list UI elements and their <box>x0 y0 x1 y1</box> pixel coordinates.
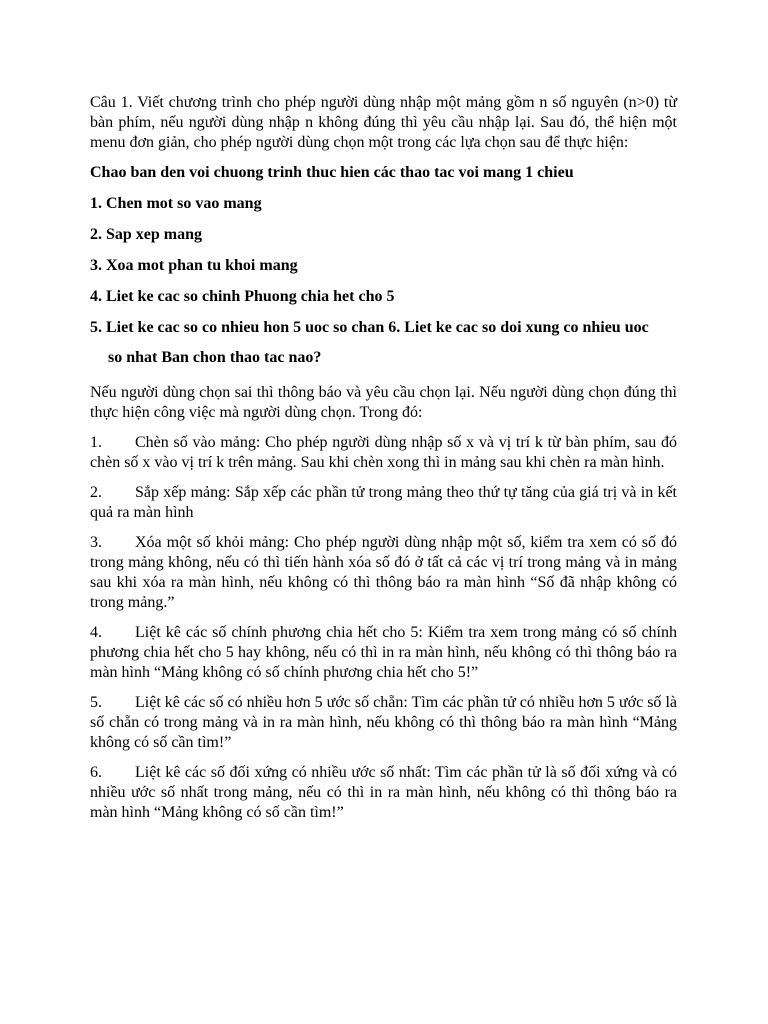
after-menu-text: Nếu người dùng chọn sai thì thông báo và yêu cầu chọn lại. Nếu người dùng chọn đúng thì thực hiện công việc mà người dùng chọn. Trong đó: <box>90 384 677 421</box>
menu-block <box>90 163 677 373</box>
detail-item <box>90 763 677 823</box>
detail-text: Liệt kê các số có nhiều hơn 5 ước số chẵn: Tìm các phần tử có nhiều hơn 5 ước số là số chẵn có trong mảng và in ra màn hình, nếu không có thì thông báo ra màn hình “Mảng không có số cần tìm!” <box>90 694 677 751</box>
menu-item-square-numbers: 4. Liet ke cac so chinh Phuong chia het cho 5 <box>90 288 395 305</box>
detail-number: 1. <box>90 434 102 451</box>
menu-item-last <box>90 313 677 373</box>
menu-item-last-line-1: 5. Liet ke cac so co nhieu hon 5 uoc so chan 6. Liet ke cac so doi xung co nhieu uoc <box>90 319 649 336</box>
detail-item <box>90 693 677 753</box>
question-intro: Câu 1. Viết chương trình cho phép người dùng nhập một mảng gồm n số nguyên (n>0) từ bàn phím, nếu người dùng nhập n không đúng thì yêu cầu nhập lại. Sau đó, thể hiện một menu đơn giản, cho phép người dùng chọn một trong các lựa chọn sau để thực hiện: <box>90 94 677 151</box>
menu-item-sort: 2. Sap xep mang <box>90 226 203 243</box>
menu-item-last-line-2: so nhat Ban chon thao tac nao? <box>108 349 322 366</box>
detail-item <box>90 433 677 473</box>
detail-text: Liệt kê các số đối xứng có nhiều ước số nhất: Tìm các phần tử là số đối xứng và có nhiều ước số nhất trong mảng, nếu có thì in ra màn hình, nếu không có thì thông báo ra màn hình “Mảng không có số cần tìm!” <box>90 764 677 821</box>
menu-title: Chao ban den voi chuong trinh thuc hien các thao tac voi mang 1 chieu <box>90 164 574 181</box>
detail-number: 5. <box>90 694 102 711</box>
detail-item <box>90 533 677 613</box>
detail-number: 2. <box>90 484 102 501</box>
detail-text: Liệt kê các số chính phương chia hết cho 5: Kiểm tra xem trong mảng có số chính phương chia hết cho 5 hay không, nếu có thì in ra màn hình, nếu không có thì thông báo ra màn hình “Mảng không có số chính phương chia hết cho 5!” <box>90 624 677 681</box>
detail-number: 3. <box>90 534 102 551</box>
detail-text: Chèn số vào mảng: Cho phép người dùng nhập số x và vị trí k từ bàn phím, sau đó chèn số x vào vị trí k trên mảng. Sau khi chèn xong thì in mảng sau khi chèn ra màn hình. <box>90 434 677 471</box>
detail-number: 4. <box>90 624 102 641</box>
detail-number: 6. <box>90 764 102 781</box>
detail-item <box>90 623 677 683</box>
menu-item-delete: 3. Xoa mot phan tu khoi mang <box>90 257 298 274</box>
detail-text: Sắp xếp mảng: Sắp xếp các phần tử trong mảng theo thứ tự tăng của giá trị và in kết quả ra màn hình <box>90 484 677 521</box>
detail-list <box>90 433 677 823</box>
detail-item <box>90 483 677 523</box>
document-page <box>90 93 677 833</box>
menu-item-insert: 1. Chen mot so vao mang <box>90 195 262 212</box>
detail-text: Xóa một số khỏi mảng: Cho phép người dùng nhập một số, kiểm tra xem có số đó trong mảng không, nếu có thì tiến hành xóa số đó ở tất cả các vị trí trong mảng và in mảng sau khi xóa ra màn hình, nếu không có thì thông báo ra màn hình “Số đã nhập không có trong mảng.” <box>90 534 677 611</box>
